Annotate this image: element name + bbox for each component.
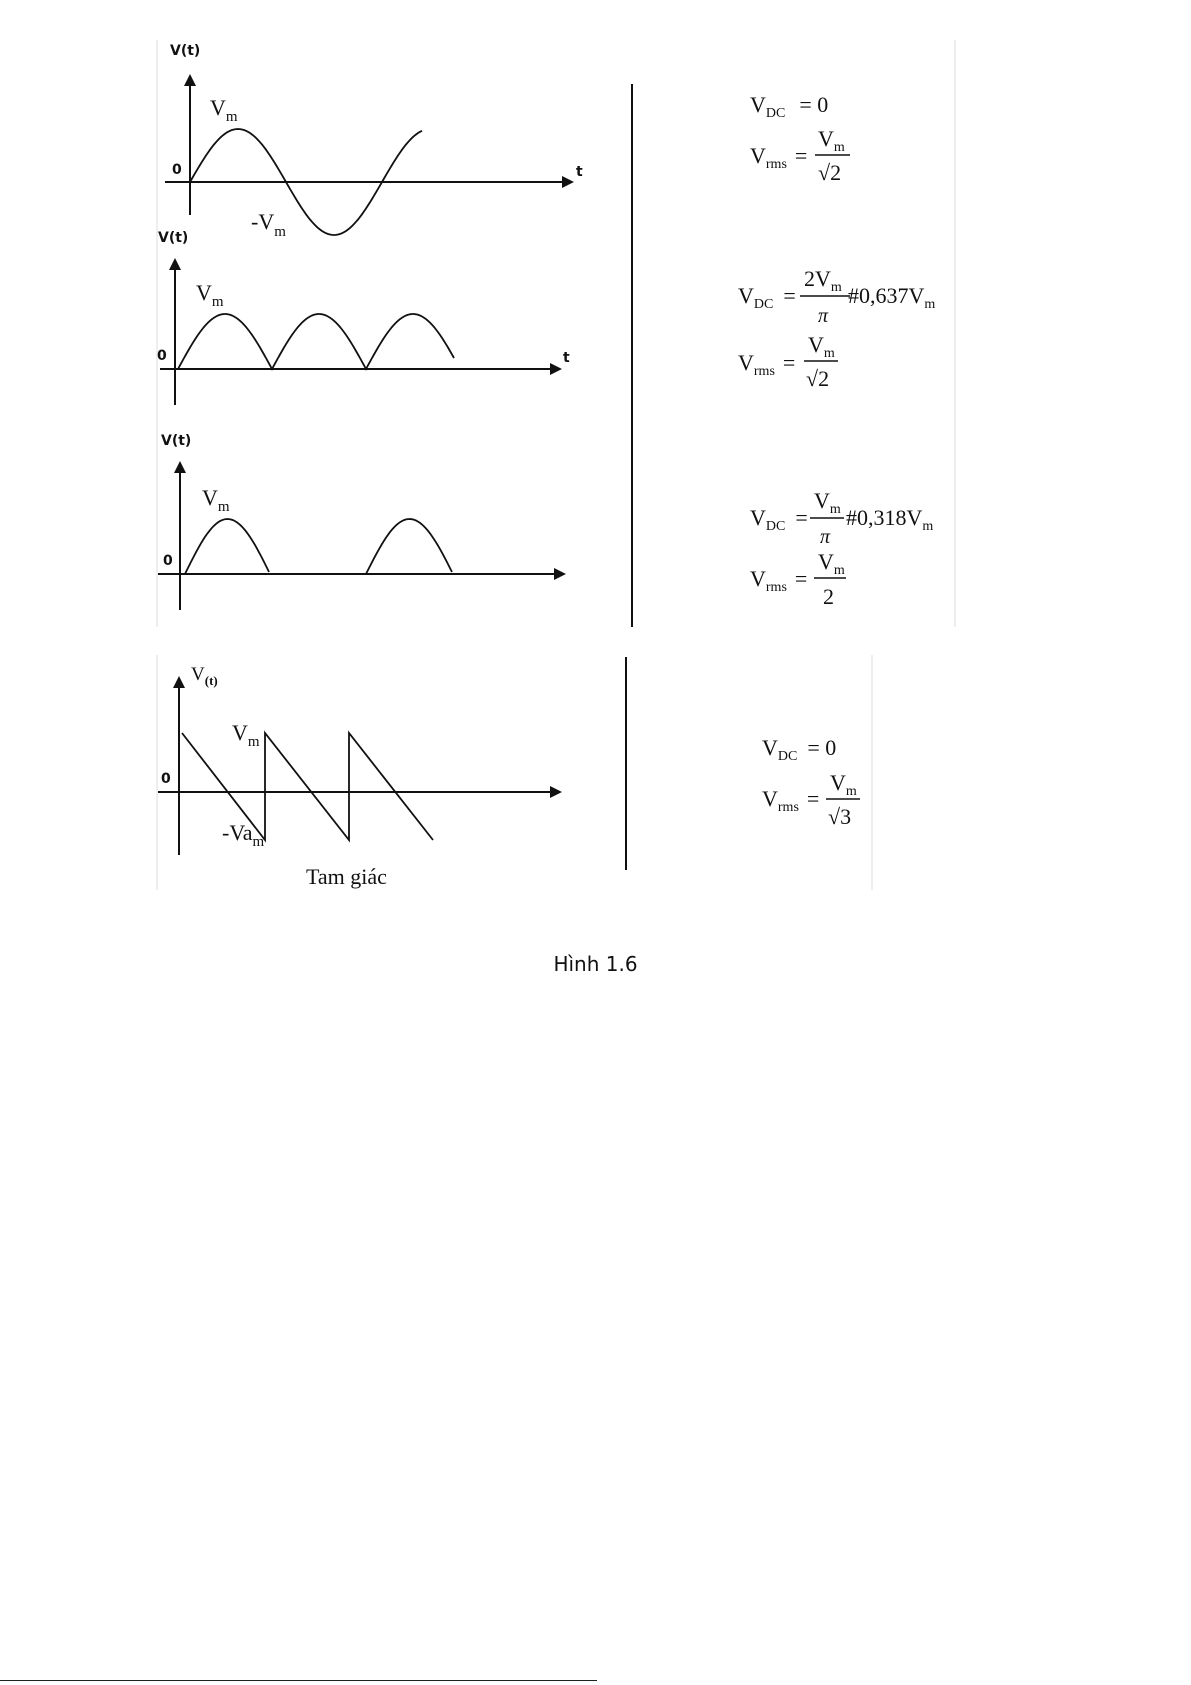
svg-text:Vrms=: $V_{rms}$ = [762,786,820,815]
vm-label: $V_m$ [232,720,260,750]
zero-label: 0 [163,553,173,569]
y-axis-label: V(t) [158,230,189,246]
svg-text:√3: √3 [828,804,852,829]
panel-full-wave [157,230,935,405]
zero-label: 0 [157,348,167,364]
svg-text:Vm: $V_m$ [818,126,845,155]
formula-vdc [738,266,935,327]
y-axis-label: V(t) [170,43,201,59]
y-axis-label: $V_{(t)}$ [191,664,218,688]
svg-text:Vrms=: $V_{rms}$ = [750,566,808,595]
formula-vrms [762,770,860,829]
vm-label: $V_m$ [210,95,238,125]
formula-vdc [762,735,836,764]
vm-label: $V_m$ [196,280,224,310]
zero-label: 0 [161,771,171,787]
panel-sawtooth [158,664,860,889]
panel-half-wave [158,433,933,610]
svg-text:Vm: $V_m$ [818,549,845,578]
footnote-separator [0,1680,597,1681]
zero-label: 0 [172,162,182,178]
sawtooth-waveform [182,733,433,840]
svg-text:Vm: $V_m$ [830,770,857,799]
panel-sine [165,43,850,240]
formula-vrms [738,332,838,391]
svg-text:#0,318Vm: $\#0,318V_m$ [846,505,934,534]
neg-vm-label: $-V_m$ [251,209,286,240]
svg-text:√2: √2 [806,366,830,391]
neg-vam-label: $-Va_m$ [222,820,265,850]
svg-text:Vrms=: $V_{rms}$ = [750,143,808,172]
half-wave-waveform [185,519,452,574]
waveform-name: Tam giác [306,864,387,889]
svg-text:VDC= 0: $V_{DC} = 0$ [762,735,837,764]
figure-caption: Hình 1.6 [553,952,638,976]
t-axis-label: t [563,350,570,366]
formula-vrms [750,549,846,609]
svg-text:2Vm: $2V_m$ [804,266,842,295]
svg-text:√2: √2 [818,160,842,185]
svg-text:VDC=: $V_{DC}$ = [738,283,796,312]
formula-vdc [750,488,933,548]
svg-text:VDC=: $V_{DC}$ = [750,505,808,534]
y-axis-label: V(t) [161,433,192,449]
svg-text:VDC= 0: $V_{DC} = 0$ [750,92,829,121]
formula-vdc [750,92,828,121]
svg-text:π: π [818,305,829,327]
full-wave-waveform [178,314,454,369]
svg-text:#0,637Vm: $\#0,637V_m$ [848,283,936,312]
svg-text:Vrms=: $V_{rms}$ = [738,350,796,379]
t-axis-label: t [576,164,583,180]
svg-text:π: π [820,526,831,548]
svg-text:2: 2 [823,584,834,609]
vm-label: $V_m$ [202,485,230,515]
svg-text:Vm: $V_m$ [814,488,841,517]
formula-vrms [750,126,850,185]
svg-text:Vm: $V_m$ [808,332,835,361]
